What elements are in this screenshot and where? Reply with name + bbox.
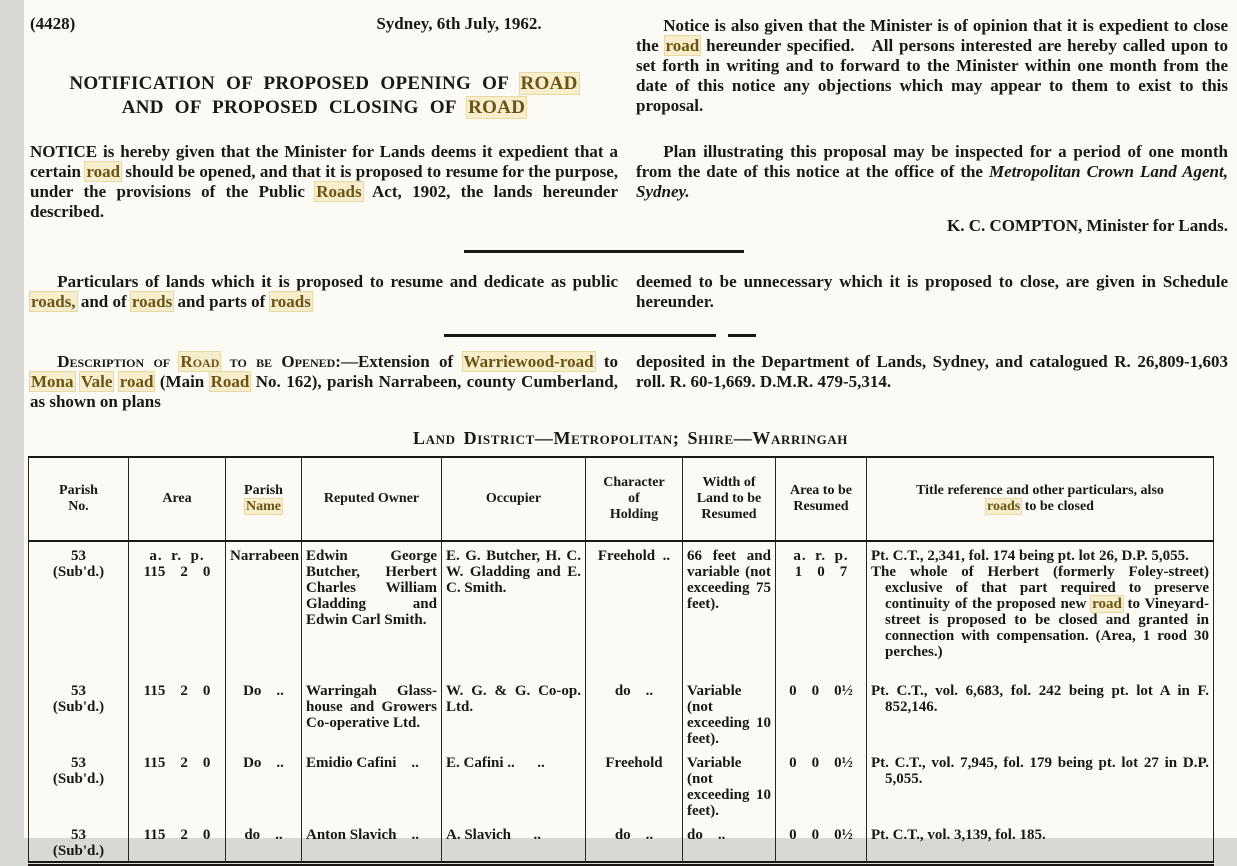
- cell-paragraph: Pt. C.T., 2,341, fol. 174 being pt. lot 26, D.P. 5,055.: [871, 548, 1189, 564]
- section-divider: [444, 334, 716, 337]
- cell-width-of-land: [683, 821, 776, 864]
- minister-signature: K. C. COMPTON, Minister for Lands.: [947, 216, 1228, 235]
- schedule-header-row: [29, 457, 1214, 541]
- cell-paragraph: 53 (Sub'd.): [52, 755, 105, 787]
- cell-paragraph: W. G. & G. Co-op. Ltd.: [446, 683, 581, 715]
- cell-area-to-be-resumed: [776, 821, 867, 864]
- cell-parish-name: [226, 749, 302, 821]
- cell-paragraph: 53 (Sub'd.): [52, 548, 105, 580]
- cell-parish-no: [29, 749, 129, 821]
- cell-paragraph: Narrabeen: [230, 548, 300, 564]
- table-row: [29, 749, 1214, 821]
- cell-paragraph: 115 2 0: [143, 683, 211, 699]
- cell-paragraph: Emidio Cafini ..: [306, 755, 419, 771]
- cell-paragraph: a. r. p. 115 2 0: [143, 548, 211, 580]
- cell-parish-no: [29, 821, 129, 864]
- dateline: Sydney, 6th July, 1962.: [376, 14, 542, 33]
- cell-title-reference: [867, 749, 1214, 821]
- schedule-table: [28, 456, 1214, 866]
- cell-paragraph: 115 2 0: [143, 827, 211, 843]
- column-header-width-of-land: Width of Land to be Resumed: [683, 457, 776, 541]
- cell-character-of-holding: [586, 541, 683, 677]
- cell-paragraph: Variable (not exceeding 10 feet).: [687, 755, 771, 819]
- cell-character-of-holding: [586, 821, 683, 864]
- cell-paragraph: 115 2 0: [143, 755, 211, 771]
- notice-paragraph: NOTICE is hereby given that the Minister for Lands deems it expedient that a certain road should be opened, and that it is proposed to resume for the purpose, under the provisions of the Public Roads Act, 1902, the lands hereunder described.: [30, 142, 618, 221]
- section-divider: [464, 250, 744, 253]
- cell-paragraph: Warringah Glass-house and Growers Co-operative Ltd.: [306, 683, 437, 731]
- cell-paragraph: 53 (Sub'd.): [52, 827, 105, 859]
- column-header-character-of-holding: Character of Holding: [586, 457, 683, 541]
- cell-paragraph: E. G. Butcher, H. C. W. Gladding and E. C. Smith.: [446, 548, 581, 596]
- cell-paragraph: Anton Slavich ..: [306, 827, 419, 843]
- column-header-parish-no: Parish No.: [29, 457, 129, 541]
- cell-title-reference: [867, 677, 1214, 749]
- cell-paragraph: Pt. C.T., vol. 3,139, fol. 185.: [871, 827, 1046, 843]
- cell-paragraph: Freehold: [605, 755, 663, 771]
- cell-area: [129, 541, 226, 677]
- cell-reputed-owner: [302, 821, 442, 864]
- cell-paragraph: Freehold ..: [597, 548, 671, 564]
- column-header-area: Area: [129, 457, 226, 541]
- cell-paragraph: Variable (not exceeding 10 feet).: [687, 683, 771, 747]
- column-header-title-reference: Title reference and other particulars, also roads to be closed: [867, 457, 1214, 541]
- column-header-parish-name: Parish Name: [226, 457, 302, 541]
- cell-reputed-owner: [302, 749, 442, 821]
- deposited-paragraph: deposited in the Department of Lands, Sydney, and catalogued R. 26,809-1,603 roll. R. 60-1,669. D.M.R. 479-5,314.: [636, 352, 1228, 391]
- cell-parish-no: [29, 541, 129, 677]
- cell-paragraph: 0 0 0½: [789, 827, 853, 843]
- cell-parish-name: [226, 677, 302, 749]
- cell-area: [129, 749, 226, 821]
- cell-paragraph: Edwin George Butcher, Herbert Charles William Gladding and Edwin Carl Smith.: [306, 548, 437, 628]
- page-number: (4428): [30, 14, 76, 33]
- cell-paragraph: E. Cafini .. ..: [446, 755, 545, 771]
- table-row: [29, 541, 1214, 677]
- particulars-paragraph: Particulars of lands which it is proposed to resume and dedicate as public roads, and of roads and parts of roads: [31, 272, 618, 311]
- cell-occupier: [442, 541, 586, 677]
- column-header-area-to-be-resumed: Area to be Resumed: [776, 457, 867, 541]
- cell-area: [129, 677, 226, 749]
- cell-paragraph: 53 (Sub'd.): [52, 683, 105, 715]
- schedule-body: [29, 541, 1214, 864]
- cell-paragraph: 0 0 0½: [789, 755, 853, 771]
- cell-area-to-be-resumed: [776, 541, 867, 677]
- cell-width-of-land: [683, 749, 776, 821]
- cell-title-reference: [867, 541, 1214, 677]
- cell-paragraph: 66 feet and variable (not exceeding 75 feet).: [687, 548, 771, 612]
- cell-paragraph: do ..: [687, 827, 726, 843]
- cell-paragraph: do ..: [244, 827, 283, 843]
- table-row: [29, 821, 1214, 864]
- cell-paragraph: Do ..: [243, 755, 284, 771]
- cell-paragraph: Pt. C.T., vol. 6,683, fol. 242 being pt. lot A in F. 852,146.: [871, 683, 1209, 715]
- cell-parish-name: [226, 541, 302, 677]
- cell-paragraph: The whole of Herbert (formerly Foley-street) exclusive of that part required to preserve continuity of the proposed new road to Vineyard-street is proposed to be closed and granted in connection with compensation. (Area, 1 rood 30 perches.): [871, 564, 1209, 660]
- table-row: [29, 677, 1214, 749]
- column-header-occupier: Occupier: [442, 457, 586, 541]
- cell-parish-name: [226, 821, 302, 864]
- cell-occupier: [442, 749, 586, 821]
- cell-reputed-owner: [302, 541, 442, 677]
- plan-paragraph: Plan illustrating this proposal may be inspected for a period of one month from the date of this notice at the office of the Metropolitan Crown Land Agent, Sydney.: [636, 142, 1228, 201]
- cell-paragraph: do ..: [614, 683, 654, 699]
- cell-character-of-holding: [586, 749, 683, 821]
- cell-occupier: [442, 677, 586, 749]
- table-title: Land District—Metropolitan; Shire—Warringah: [413, 428, 848, 448]
- close-road-paragraph: Notice is also given that the Minister is of opinion that it is expedient to close the road hereunder specified. All persons interested are hereby called upon to set forth in writing and to forward to the Minister within one month from the date of this notice any objections which may appear to them to exist to this proposal.: [636, 16, 1228, 115]
- section-divider-dash: [728, 334, 756, 337]
- document-scan: [24, 0, 1237, 859]
- cell-paragraph: A. Slavich ..: [446, 827, 542, 843]
- cell-paragraph: Do ..: [243, 683, 284, 699]
- column-header-reputed-owner: Reputed Owner: [302, 457, 442, 541]
- description-paragraph: Description of Road to be Opened:—Extension of Warriewood-road to Mona Vale road (Main Road No. 162), parish Narrabeen, county Cumberland, as shown on plans: [30, 352, 619, 411]
- cell-parish-no: [29, 677, 129, 749]
- notice-heading: NOTIFICATION OF PROPOSED OPENING OF ROAD AND OF PROPOSED CLOSING OF ROAD: [69, 73, 578, 118]
- cell-area-to-be-resumed: [776, 749, 867, 821]
- cell-paragraph: a. r. p. 1 0 7: [793, 548, 849, 580]
- cell-paragraph: Pt. C.T., vol. 7,945, fol. 179 being pt. lot 27 in D.P. 5,055.: [871, 755, 1209, 787]
- deemed-paragraph: deemed to be unnecessary which it is proposed to close, are given in Schedule hereunder.: [636, 272, 1228, 311]
- cell-character-of-holding: [586, 677, 683, 749]
- cell-occupier: [442, 821, 586, 864]
- cell-width-of-land: [683, 541, 776, 677]
- cell-area-to-be-resumed: [776, 677, 867, 749]
- cell-paragraph: do ..: [614, 827, 654, 843]
- cell-area: [129, 821, 226, 864]
- cell-reputed-owner: [302, 677, 442, 749]
- cell-paragraph: 0 0 0½: [789, 683, 853, 699]
- cell-width-of-land: [683, 677, 776, 749]
- cell-title-reference: [867, 821, 1214, 864]
